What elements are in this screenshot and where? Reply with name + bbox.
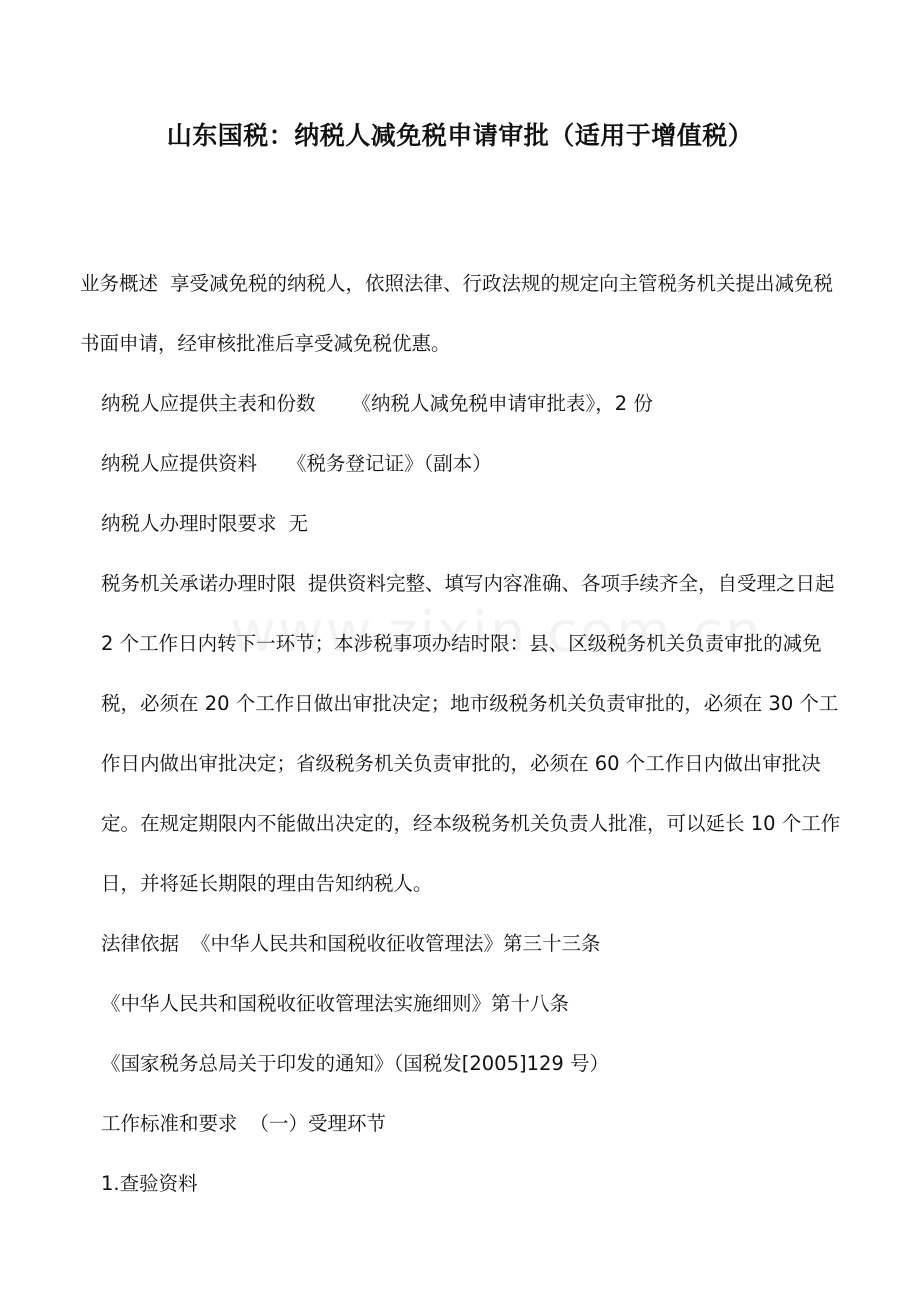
document-body bbox=[80, 254, 850, 1214]
authority-deadline-text: 提供资料完整、填写内容准确、各项手续齐全，自受理之日起 2 个工作日内转下一环节；本涉税事项办结时限：县、区级税务机关负责审批的减免税，必须在 20 个工作日做出审批决定；地市级税务机关负责审批的，必须在 30 个工作日内做出审批决定；省级税务机关负责审批的，必须在 60 个工作日内做出审批决定。在规定期限内不能做出决定的，经本级税务机关负责人批准，可以延长 10 个工作日，并将延长期限的理由告知纳税人。 bbox=[101, 572, 841, 895]
legal-basis-line bbox=[80, 974, 850, 1034]
taxpayer-deadline-value: 无 bbox=[288, 512, 309, 535]
legal-basis-item: 《中华人民共和国税收征收管理法》第三十三条 bbox=[191, 932, 601, 955]
taxpayer-deadline-label: 纳税人办理时限要求 bbox=[101, 512, 277, 535]
main-forms-value: 《纳税人减免税申请审批表》，2 份 bbox=[351, 392, 653, 415]
taxpayer-deadline-line bbox=[80, 494, 850, 554]
materials-value: 《税务登记证》（副本） bbox=[287, 452, 492, 475]
step-1-label: 1.查验资料 bbox=[101, 1172, 198, 1195]
work-standard-label: 工作标准和要求 bbox=[101, 1112, 238, 1135]
materials-line bbox=[80, 434, 850, 494]
work-standard-value: （一）受理环节 bbox=[249, 1112, 387, 1135]
legal-basis-item: 《中华人民共和国税收征收管理法实施细则》第十八条 bbox=[101, 992, 570, 1015]
document-title: 山东国税：纳税人减免税申请审批（适用于增值税） bbox=[166, 121, 754, 150]
overview-text: 享受减免税的纳税人，依照法律、行政法规的规定向主管税务机关提出减免税书面申请，经审核批准后享受减免税优惠。 bbox=[80, 272, 834, 355]
authority-deadline-paragraph bbox=[80, 554, 850, 914]
step-heading bbox=[80, 1154, 850, 1214]
legal-basis-item: 《国家税务总局关于印发的通知》（国税发[2005]129 号） bbox=[101, 1052, 610, 1075]
legal-basis-label: 法律依据 bbox=[101, 932, 180, 955]
legal-basis-line bbox=[80, 914, 850, 974]
overview-paragraph bbox=[80, 254, 850, 374]
authority-deadline-label: 税务机关承诺办理时限 bbox=[101, 572, 297, 595]
legal-basis-line bbox=[80, 1034, 850, 1094]
materials-label: 纳税人应提供资料 bbox=[101, 452, 258, 475]
work-standard-line bbox=[80, 1094, 850, 1154]
overview-label: 业务概述 bbox=[80, 272, 159, 295]
main-forms-line bbox=[80, 374, 850, 434]
main-forms-label: 纳税人应提供主表和份数 bbox=[101, 392, 316, 415]
